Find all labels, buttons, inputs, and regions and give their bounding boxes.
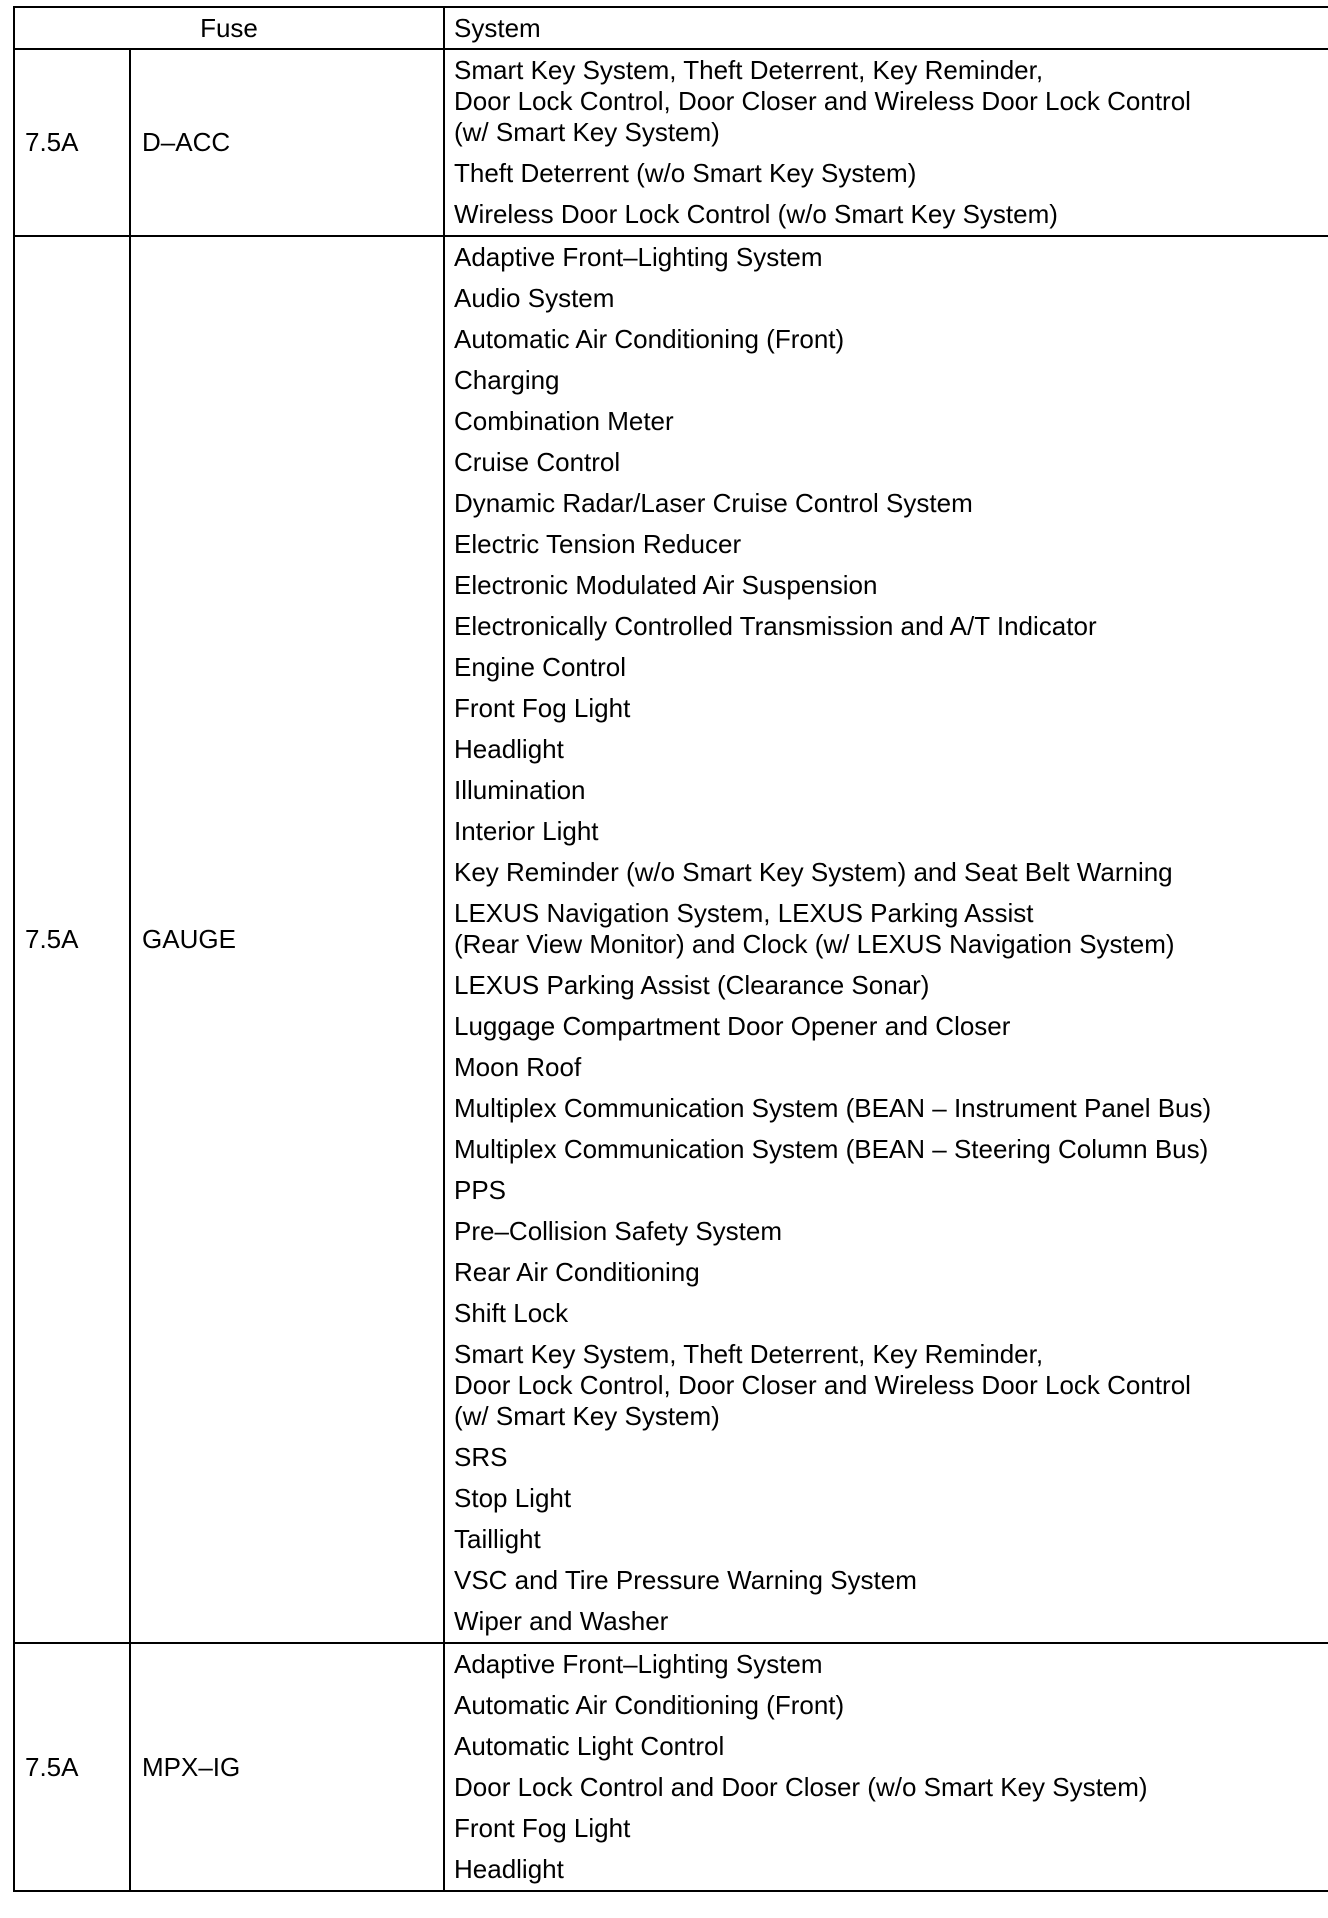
system-item: Smart Key System, Theft Deterrent, Key Reminder, Door Lock Control, Door Closer and Wireless Door Lock Control (w/ Smart Key System) — [454, 1339, 1191, 1431]
system-item: Interior Light — [454, 816, 599, 846]
fuse-amperage: 7.5A — [14, 49, 130, 236]
system-item: Wiper and Washer — [454, 1606, 669, 1636]
fuse-name: MPX–IG — [130, 1643, 444, 1891]
system-item: Charging — [454, 365, 560, 395]
system-item: Engine Control — [454, 652, 626, 682]
system-item: Cruise Control — [454, 447, 621, 477]
system-item: Theft Deterrent (w/o Smart Key System) — [454, 158, 917, 188]
system-item: Automatic Air Conditioning (Front) — [454, 1690, 845, 1720]
system-item: Key Reminder (w/o Smart Key System) and Seat Belt Warning — [454, 857, 1173, 887]
system-item: Electronically Controlled Transmission and A/T Indicator — [454, 611, 1097, 641]
system-item: Audio System — [454, 283, 615, 313]
system-item: Taillight — [454, 1524, 541, 1554]
system-item: Illumination — [454, 775, 586, 805]
system-item: Wireless Door Lock Control (w/o Smart Key System) — [454, 199, 1058, 229]
table-header-row — [14, 7, 1328, 49]
table-row — [14, 1643, 1328, 1891]
table-row — [14, 236, 1328, 1643]
system-item: Electronic Modulated Air Suspension — [454, 570, 878, 600]
system-item: Door Lock Control and Door Closer (w/o Smart Key System) — [454, 1772, 1148, 1802]
system-item: Multiplex Communication System (BEAN – Instrument Panel Bus) — [454, 1093, 1212, 1123]
system-item: Combination Meter — [454, 406, 674, 436]
fuse-systems — [444, 49, 1328, 236]
system-item: Smart Key System, Theft Deterrent, Key Reminder, Door Lock Control, Door Closer and Wireless Door Lock Control (w/ Smart Key System) — [454, 55, 1191, 147]
system-item: Stop Light — [454, 1483, 572, 1513]
system-item: LEXUS Parking Assist (Clearance Sonar) — [454, 970, 930, 1000]
header-system: System — [444, 7, 1328, 49]
system-item: Front Fog Light — [454, 1813, 631, 1843]
system-item: Rear Air Conditioning — [454, 1257, 700, 1287]
system-item: Front Fog Light — [454, 693, 631, 723]
system-item: Pre–Collision Safety System — [454, 1216, 783, 1246]
system-item: SRS — [454, 1442, 508, 1472]
fuse-amperage: 7.5A — [14, 1643, 130, 1891]
system-item: Adaptive Front–Lighting System — [454, 1649, 823, 1679]
system-item: Shift Lock — [454, 1298, 569, 1328]
fuse-amperage: 7.5A — [14, 236, 130, 1643]
system-item: Luggage Compartment Door Opener and Closer — [454, 1011, 1011, 1041]
system-item: Headlight — [454, 734, 564, 764]
system-item: LEXUS Navigation System, LEXUS Parking Assist (Rear View Monitor) and Clock (w/ LEXUS Navigation System) — [454, 898, 1175, 959]
system-item: Automatic Air Conditioning (Front) — [454, 324, 845, 354]
header-fuse: Fuse — [14, 7, 444, 49]
system-item: Headlight — [454, 1854, 564, 1884]
table-row — [14, 49, 1328, 236]
system-item: PPS — [454, 1175, 507, 1205]
system-item: Dynamic Radar/Laser Cruise Control System — [454, 488, 973, 518]
system-item: Moon Roof — [454, 1052, 582, 1082]
fuse-name: GAUGE — [130, 236, 444, 1643]
fuse-systems — [444, 236, 1328, 1643]
system-item: Adaptive Front–Lighting System — [454, 242, 823, 272]
system-item: Electric Tension Reducer — [454, 529, 742, 559]
fuse-systems — [444, 1643, 1328, 1891]
fuse-table — [13, 6, 1328, 1892]
system-item: VSC and Tire Pressure Warning System — [454, 1565, 917, 1595]
system-item: Automatic Light Control — [454, 1731, 725, 1761]
system-item: Multiplex Communication System (BEAN – Steering Column Bus) — [454, 1134, 1209, 1164]
fuse-table-body — [14, 49, 1328, 1891]
fuse-name: D–ACC — [130, 49, 444, 236]
